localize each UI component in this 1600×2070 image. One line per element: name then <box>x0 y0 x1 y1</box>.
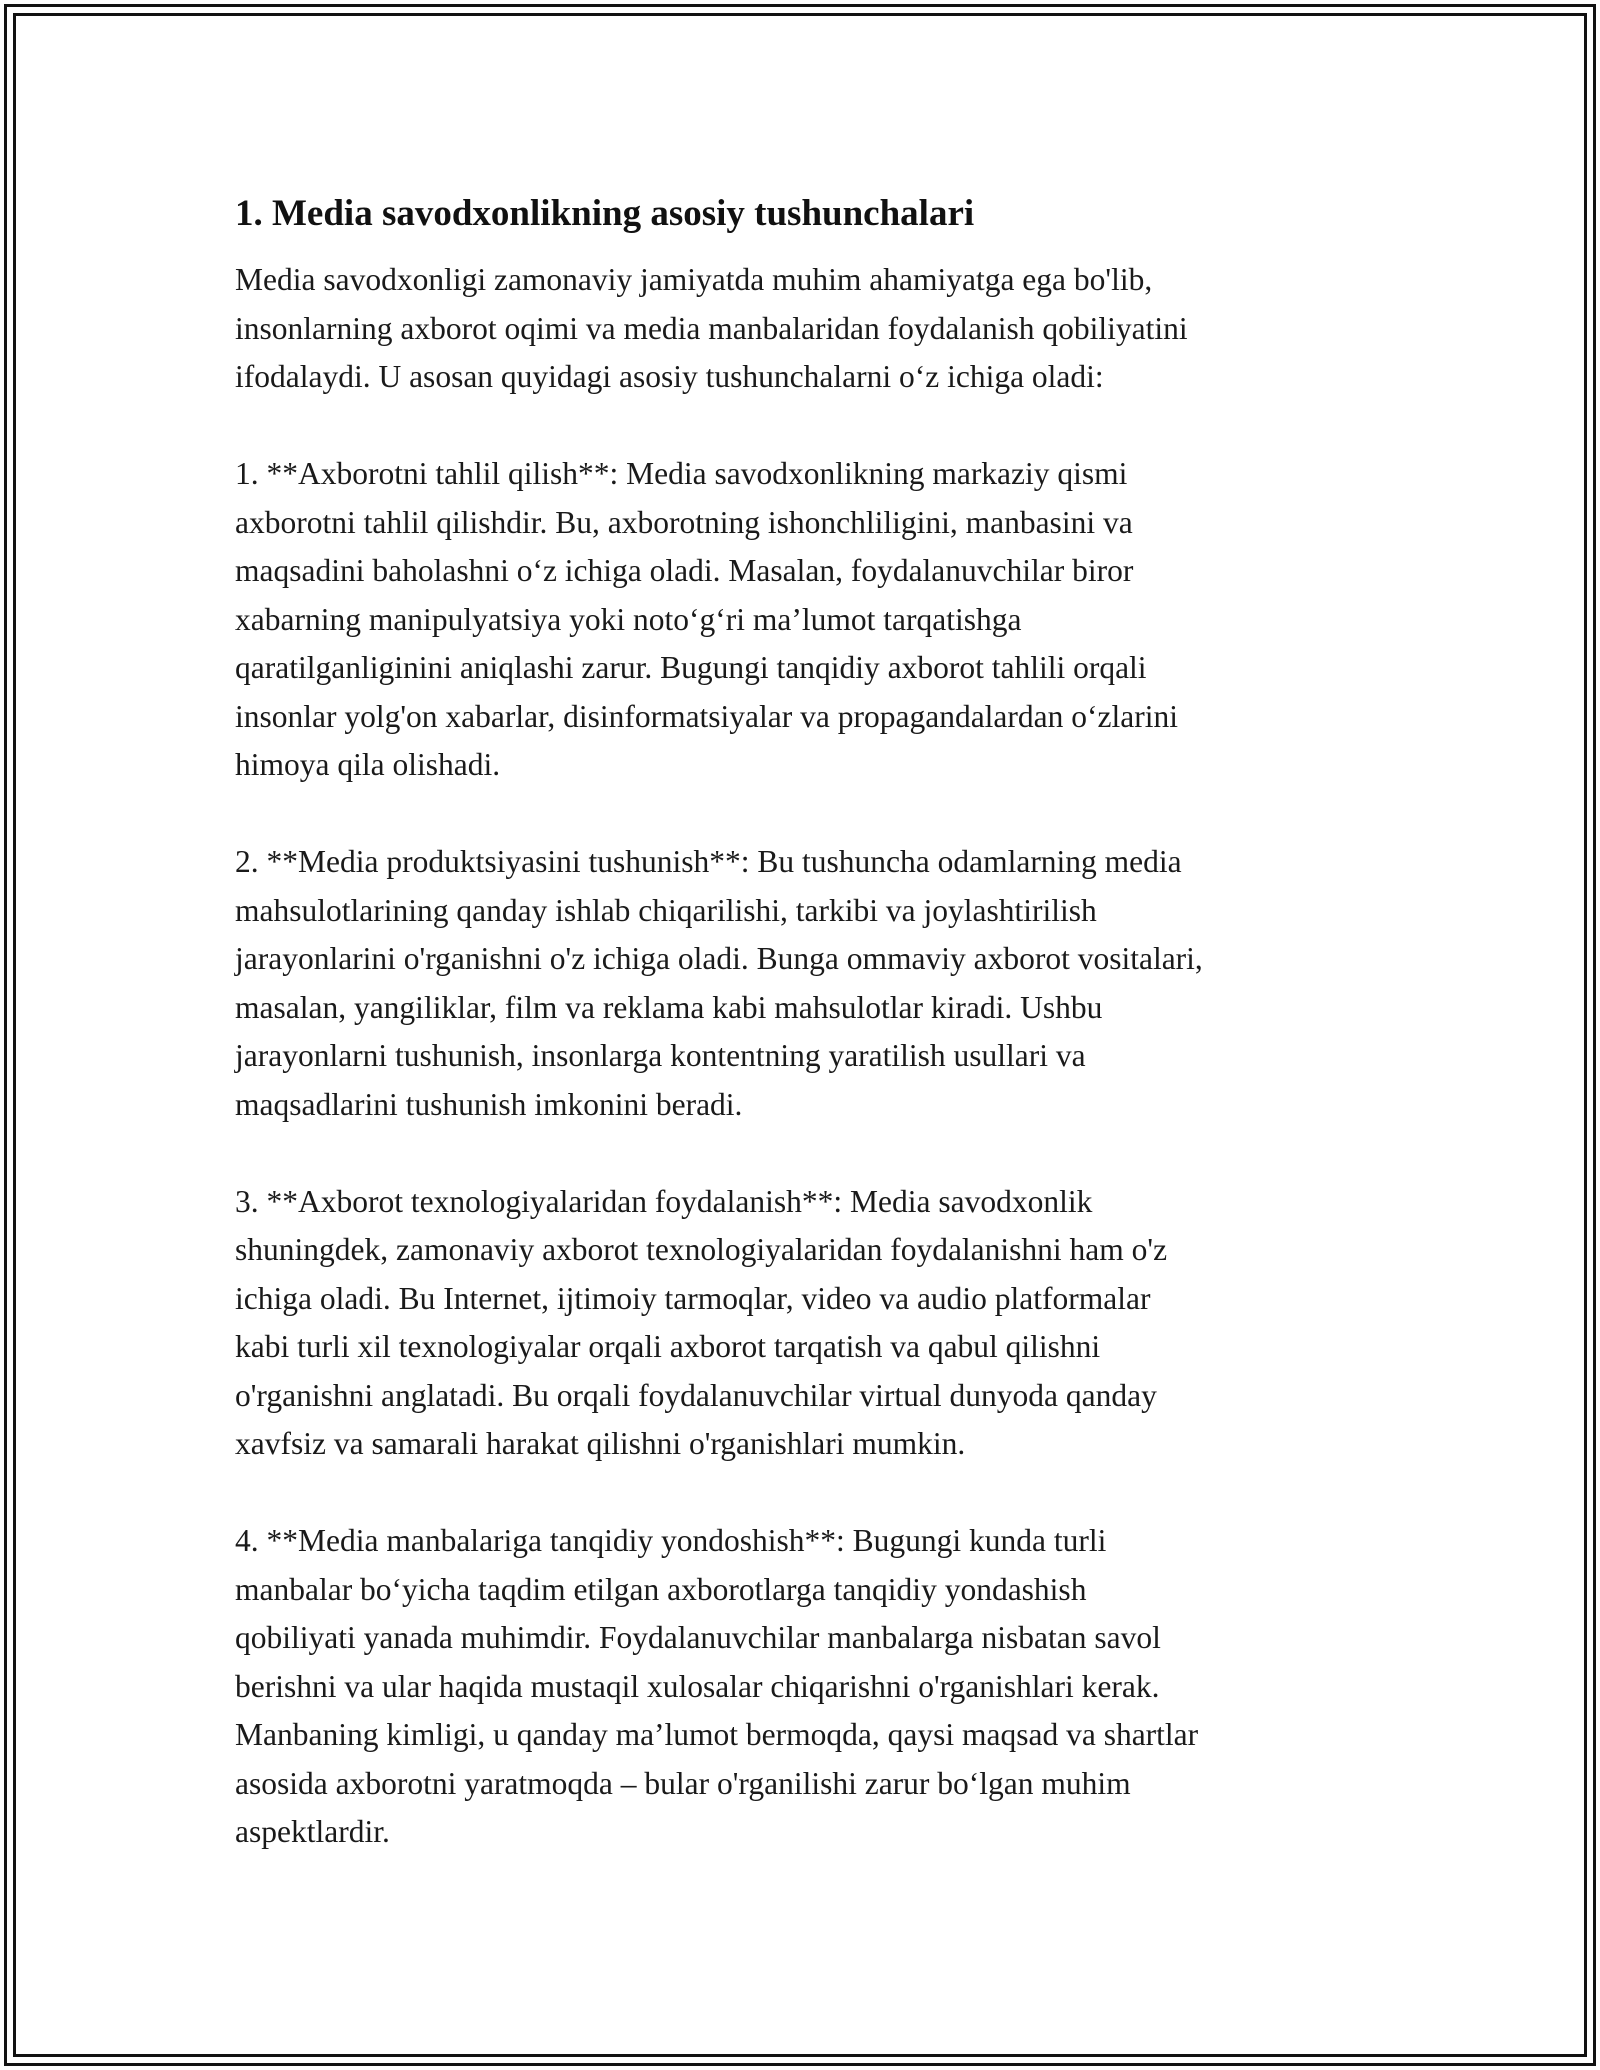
paragraph-line: shuningdek, zamonaviy axborot texnologiyalaridan foydalanishni ham o'z <box>235 1232 1168 1267</box>
document-body <box>235 186 1385 1905</box>
paragraph-line: kabi turli xil texnologiyalar orqali axborot tarqatish va qabul qilishni <box>235 1329 1101 1364</box>
paragraph-line: xavfsiz va samarali harakat qilishni o'rganishlari mumkin. <box>235 1426 966 1461</box>
paragraph-line: xabarning manipulyatsiya yoki noto‘g‘ri ma’lumot tarqatishga <box>235 601 1022 637</box>
paragraph-line: 1. **Axborotni tahlil qilish**: Media savodxonlikning markaziy qismi <box>235 456 1128 491</box>
paragraph-line: 2. **Media produktsiyasini tushunish**: Bu tushuncha odamlarning media <box>235 844 1182 879</box>
point-4-paragraph <box>235 1517 1385 1857</box>
paragraph-line: Manbaning kimligi, u qanday ma’lumot bermoqda, qaysi maqsad va shartlar <box>235 1717 1199 1752</box>
paragraph-line: berishni va ular haqida mustaqil xulosalar chiqarishni o'rganishlari kerak. <box>235 1668 1160 1704</box>
intro-paragraph <box>235 256 1385 402</box>
point-1-paragraph <box>235 450 1385 790</box>
paragraph-line: maqsadini baholashni o‘z ichiga oladi. Masalan, foydalanuvchilar biror <box>235 553 1134 588</box>
paragraph-line: masalan, yangiliklar, film va reklama kabi mahsulotlar kiradi. Ushbu <box>235 989 1103 1025</box>
paragraph-line: 4. **Media manbalariga tanqidiy yondoshish**: Bugungi kunda turli <box>235 1523 1107 1558</box>
paragraph-line: 3. **Axborot texnologiyalaridan foydalanish**: Media savodxonlik <box>235 1183 1093 1219</box>
paragraph-line: himoya qila olishadi. <box>235 747 501 782</box>
paragraph-line: insonlarning axborot oqimi va media manbalaridan foydalanish qobiliyatini <box>235 310 1188 346</box>
paragraph-line: qobiliyati yanada muhimdir. Foydalanuvchilar manbalarga nisbatan savol <box>235 1620 1161 1655</box>
paragraph-line: jarayonlarini o'rganishni o'z ichiga oladi. Bunga ommaviy axborot vositalari, <box>235 941 1203 976</box>
paragraph-line: mahsulotlarining qanday ishlab chiqarilishi, tarkibi va joylashtirilish <box>235 892 1097 928</box>
paragraph-line: Media savodxonligi zamonaviy jamiyatda muhim ahamiyatga ega bo'lib, <box>235 262 1153 297</box>
paragraph-line: o'rganishni anglatadi. Bu orqali foydalanuvchilar virtual dunyoda qanday <box>235 1377 1157 1413</box>
paragraph-line: ichiga oladi. Bu Internet, ijtimoiy tarmoqlar, video va audio platformalar <box>235 1280 1151 1316</box>
paragraph-line: maqsadlarini tushunish imkonini beradi. <box>235 1086 743 1122</box>
paragraph-line: insonlar yolg'on xabarlar, disinformatsiyalar va propagandalardan o‘zlarini <box>235 698 1178 734</box>
point-2-paragraph <box>235 838 1385 1129</box>
section-heading: 1. Media savodxonlikning asosiy tushunchalari <box>235 193 975 234</box>
paragraph-line: asosida axborotni yaratmoqda – bular o'rganilishi zarur bo‘lgan muhim <box>235 1765 1131 1801</box>
paragraph-line: manbalar bo‘yicha taqdim etilgan axborotlarga tanqidiy yondashish <box>235 1571 1087 1607</box>
point-3-paragraph <box>235 1178 1385 1469</box>
paragraph-line: qaratilganliginini aniqlashi zarur. Bugungi tanqidiy axborot tahlili orqali <box>235 650 1147 685</box>
paragraph-line: jarayonlarni tushunish, insonlarga kontentning yaratilish usullari va <box>235 1038 1086 1073</box>
paragraph-line: aspektlardir. <box>235 1814 390 1849</box>
paragraph-line: ifodalaydi. U asosan quyidagi asosiy tushunchalarni o‘z ichiga oladi: <box>235 359 1104 394</box>
paragraph-line: axborotni tahlil qilishdir. Bu, axborotning ishonchliligini, manbasini va <box>235 504 1133 540</box>
